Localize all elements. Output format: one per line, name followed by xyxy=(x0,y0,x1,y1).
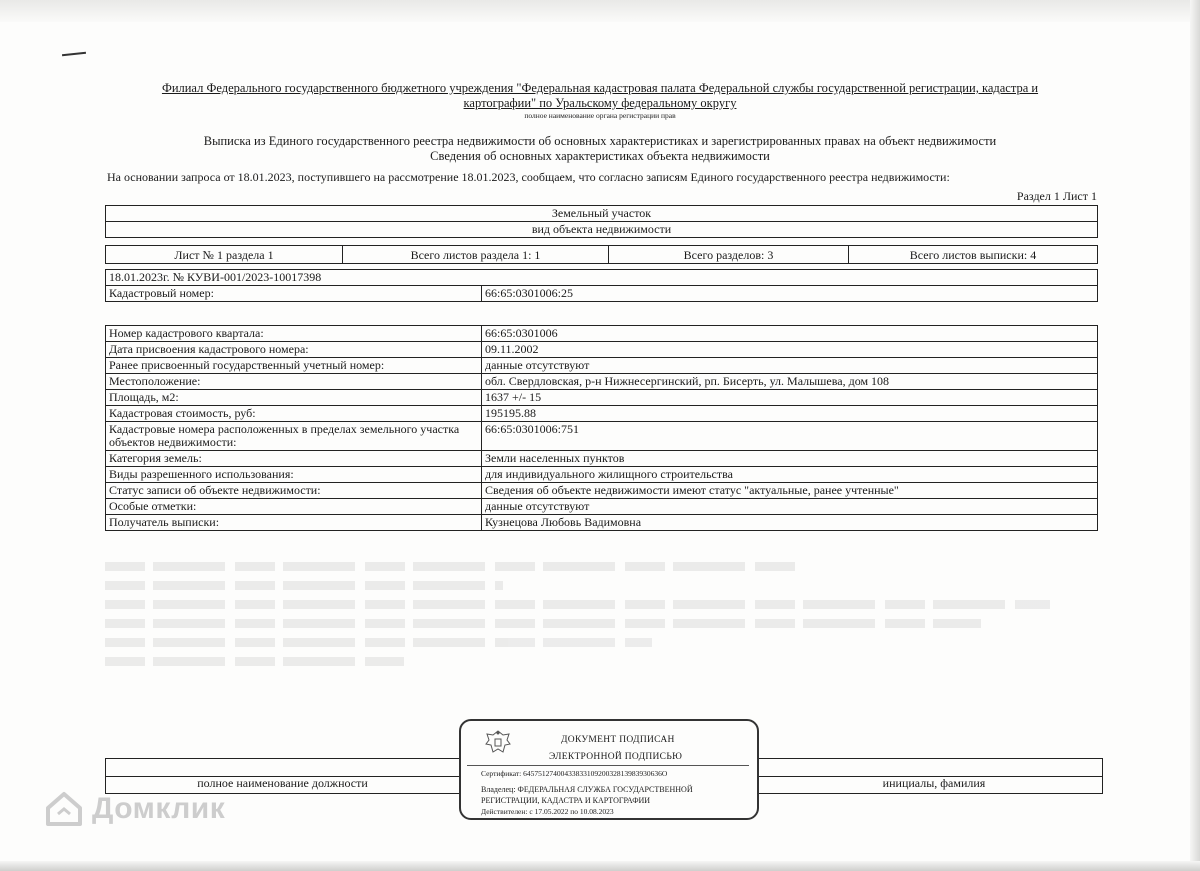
document-subtitle: Сведения об основных характеристиках объекта недвижимости xyxy=(430,149,770,163)
table-row xyxy=(106,326,1097,341)
row-value: 66:65:0301006:751 xyxy=(485,422,580,436)
table-row xyxy=(106,341,1097,357)
org-caption: полное наименование органа регистрации прав xyxy=(524,111,676,120)
row-value: Земли населенных пунктов xyxy=(485,451,625,465)
domclick-watermark xyxy=(44,790,225,828)
sheet-info-row xyxy=(105,245,1098,264)
table-row xyxy=(106,450,1097,466)
stamp-owner: Владелец: ФЕДЕРАЛЬНАЯ СЛУЖБА ГОСУДАРСТВЕННОЙ РЕГИСТРАЦИИ, КАДАСТРА И КАРТОГРАФИИ xyxy=(481,785,693,805)
sheet-number: Лист № 1 раздела 1 xyxy=(106,246,343,263)
row-label: Кадастровые номера расположенных в пределах земельного участка объектов недвижимости: xyxy=(106,422,482,450)
record-box xyxy=(105,269,1098,302)
row-value: обл. Свердловская, р-н Нижнесергинский, рп. Бисерть, ул. Малышева, дом 108 xyxy=(485,374,890,388)
stamp-line2: ЭЛЕКТРОННОЙ ПОДПИСЬЮ xyxy=(549,752,683,762)
row-label: Ранее присвоенный государственный учетный номер: xyxy=(106,358,482,373)
row-label: Номер кадастрового квартала: xyxy=(106,326,482,341)
scan-edge xyxy=(0,0,1200,22)
brand-name: Домклик xyxy=(92,792,226,825)
record-number: 18.01.2023г. № КУВИ-001/2023-10017398 xyxy=(109,270,322,284)
position-caption: полное наименование должности xyxy=(197,776,368,790)
stamp-certificate: Сертификат: 6457512740043383310920032813983930636O xyxy=(481,769,668,778)
total-sections: Всего разделов: 3 xyxy=(609,246,849,263)
row-label: Площадь, м2: xyxy=(106,390,482,405)
pen-mark xyxy=(62,52,86,56)
table-row xyxy=(106,482,1097,498)
cadastral-number-value: 66:65:0301006:25 xyxy=(485,286,574,300)
row-label: Виды разрешенного использования: xyxy=(106,467,482,482)
row-value: 195195.88 xyxy=(485,406,536,420)
table-row xyxy=(106,405,1097,421)
object-type: Земельный участок xyxy=(551,206,652,220)
row-value: 09.11.2002 xyxy=(485,342,539,356)
row-label: Местоположение: xyxy=(106,374,482,389)
details-table xyxy=(105,325,1098,531)
stamp-divider xyxy=(467,765,749,766)
object-type-caption: вид объекта недвижимости xyxy=(531,222,672,236)
scan-edge xyxy=(0,861,1200,871)
row-label: Особые отметки: xyxy=(106,499,482,514)
sheets-in-section: Всего листов раздела 1: 1 xyxy=(343,246,609,263)
object-type-box xyxy=(105,205,1098,238)
table-row xyxy=(106,389,1097,405)
e-signature-stamp xyxy=(459,719,759,820)
document-title: Выписка из Единого государственного реестра недвижимости об основных характеристиках и зарегистрированных правах на объект недвижимости xyxy=(203,134,997,148)
scan-edge xyxy=(1190,0,1200,871)
row-label: Статус записи об объекте недвижимости: xyxy=(106,483,482,498)
table-row xyxy=(106,373,1097,389)
section-sheet-label: Раздел 1 Лист 1 xyxy=(1016,189,1097,203)
row-label: Кадастровая стоимость, руб: xyxy=(106,406,482,421)
table-row xyxy=(106,421,1097,450)
row-value: данные отсутствуют xyxy=(485,358,590,372)
name-caption: инициалы, фамилия xyxy=(882,776,986,790)
table-row xyxy=(106,466,1097,482)
org-name-line1: Филиал Федерального государственного бюджетного учреждения "Федеральная кадастровая палата Федеральной службы государственной регистрации, кадастра и xyxy=(161,81,1039,95)
row-value: Сведения об объекте недвижимости имеют статус "актуальные, ранее учтенные" xyxy=(485,483,899,497)
stamp-line1: ДОКУМЕНТ ПОДПИСАН xyxy=(561,735,675,745)
table-row xyxy=(106,357,1097,373)
total-sheets: Всего листов выписки: 4 xyxy=(909,248,1037,262)
row-value: для индивидуального жилищного строительства xyxy=(485,467,733,481)
row-value: 66:65:0301006 xyxy=(485,326,558,340)
row-label: Дата присвоения кадастрового номера: xyxy=(106,342,482,357)
show-through-text xyxy=(105,552,1100,692)
org-name-line2: картографии" по Уральскому федеральному округу xyxy=(463,96,737,110)
row-value: 1637 +/- 15 xyxy=(485,390,542,404)
coat-of-arms-icon xyxy=(483,728,513,758)
stamp-validity: Действителен: с 17.05.2022 по 10.08.2023 xyxy=(481,807,614,816)
row-value: данные отсутствуют xyxy=(485,499,590,513)
house-icon xyxy=(44,790,84,828)
cadastral-number-label: Кадастровый номер: xyxy=(106,286,482,301)
basis-text: На основании запроса от 18.01.2023, поступившего на рассмотрение 18.01.2023, сообщаем, что согласно записям Единого государственного реестра недвижимости: xyxy=(107,170,950,184)
row-label: Категория земель: xyxy=(106,451,482,466)
row-label: Получатель выписки: xyxy=(106,515,482,530)
table-row xyxy=(106,514,1097,530)
row-value: Кузнецова Любовь Вадимовна xyxy=(485,515,642,529)
table-row xyxy=(106,498,1097,514)
